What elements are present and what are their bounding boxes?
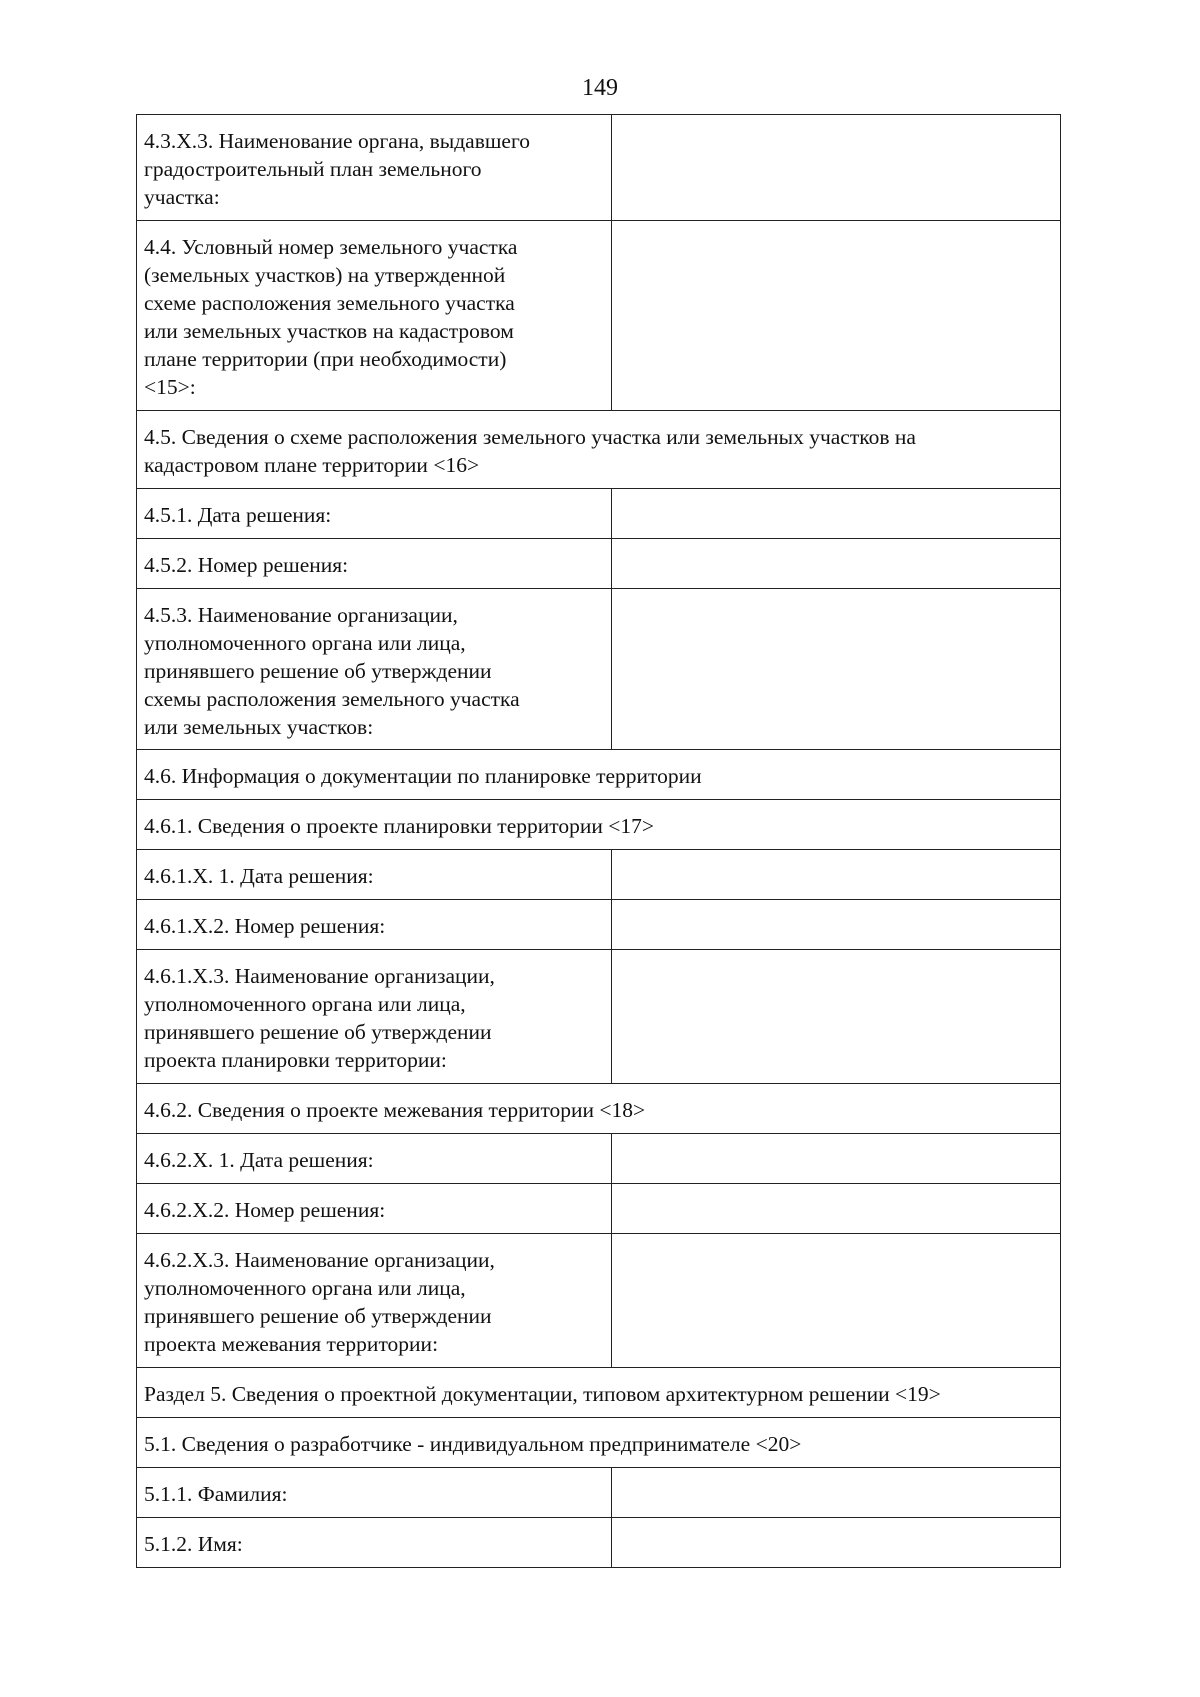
form-row <box>137 950 1061 1084</box>
field-label-cell <box>137 1518 612 1568</box>
field-value-cell[interactable] <box>612 1184 1061 1234</box>
field-label: 5.1.1. Фамилия: <box>144 1482 288 1506</box>
field-label-cell <box>137 1184 612 1234</box>
field-label: 4.5.2. Номер решения: <box>144 553 349 577</box>
section-header-row <box>137 1368 1061 1418</box>
field-value-cell[interactable] <box>612 1134 1061 1184</box>
section-header-text: 4.6.1. Сведения о проекте планировки территории <17> <box>144 814 655 838</box>
field-label: 4.6.1.X. 1. Дата решения: <box>144 864 374 888</box>
section-header-cell <box>137 1084 1061 1134</box>
section-header-row <box>137 1418 1061 1468</box>
section-header-row <box>137 1084 1061 1134</box>
field-label: 4.6.2.X. 1. Дата решения: <box>144 1148 374 1172</box>
field-label-cell <box>137 115 612 221</box>
form-row <box>137 850 1061 900</box>
section-header-row <box>137 800 1061 850</box>
form-table <box>136 114 1061 1568</box>
section-header-text: 4.6.2. Сведения о проекте межевания территории <18> <box>144 1098 646 1122</box>
section-header-row <box>137 750 1061 800</box>
field-label: 4.5.1. Дата решения: <box>144 503 332 527</box>
field-label: 4.6.2.X.2. Номер решения: <box>144 1198 386 1222</box>
field-value-cell[interactable] <box>612 115 1061 221</box>
section-header-text: 4.6. Информация о документации по планировке территории <box>144 764 702 788</box>
form-row <box>137 115 1061 221</box>
field-value-cell[interactable] <box>612 1468 1061 1518</box>
field-label-cell <box>137 850 612 900</box>
field-value-cell[interactable] <box>612 1518 1061 1568</box>
form-row <box>137 221 1061 411</box>
section-header-row <box>137 411 1061 489</box>
field-label-cell <box>137 1134 612 1184</box>
field-value-cell[interactable] <box>612 489 1061 539</box>
field-label: 4.6.1.X.3. Наименование организации, уполномоченного органа или лица, принявшего решение об утверждении проекта планировки территории: <box>144 964 495 1072</box>
form-row <box>137 1518 1061 1568</box>
section-header-cell <box>137 1418 1061 1468</box>
form-row <box>137 1234 1061 1368</box>
section-header-text: Раздел 5. Сведения о проектной документации, типовом архитектурном решении <19> <box>144 1382 941 1406</box>
field-label-cell <box>137 1234 612 1368</box>
field-label-cell <box>137 489 612 539</box>
field-label: 4.4. Условный номер земельного участка (земельных участков) на утвержденной схеме расположения земельного участка или земельных участков на кадастровом плане территории (при необходимости) <15>: <box>144 235 518 399</box>
field-label-cell <box>137 539 612 589</box>
form-row <box>137 539 1061 589</box>
field-label-cell <box>137 1468 612 1518</box>
field-label: 4.6.2.X.3. Наименование организации, уполномоченного органа или лица, принявшего решение об утверждении проекта межевания территории: <box>144 1248 495 1356</box>
form-row <box>137 1134 1061 1184</box>
field-label-cell <box>137 950 612 1084</box>
field-value-cell[interactable] <box>612 539 1061 589</box>
section-header-cell <box>137 750 1061 800</box>
field-value-cell[interactable] <box>612 221 1061 411</box>
field-value-cell[interactable] <box>612 950 1061 1084</box>
section-header-cell <box>137 800 1061 850</box>
section-header-text: 4.5. Сведения о схеме расположения земельного участка или земельных участков на кадастровом плане территории <16> <box>144 425 916 477</box>
form-row <box>137 1184 1061 1234</box>
field-value-cell[interactable] <box>612 850 1061 900</box>
field-label-cell <box>137 900 612 950</box>
form-row <box>137 589 1061 750</box>
form-row <box>137 900 1061 950</box>
field-label: 5.1.2. Имя: <box>144 1532 243 1556</box>
field-label: 4.6.1.X.2. Номер решения: <box>144 914 386 938</box>
section-header-cell <box>137 411 1061 489</box>
page-number: 149 <box>582 75 618 101</box>
field-label: 4.3.X.3. Наименование органа, выдавшего градостроительный план земельного участка: <box>144 129 530 209</box>
form-row <box>137 489 1061 539</box>
field-value-cell[interactable] <box>612 589 1061 750</box>
field-value-cell[interactable] <box>612 900 1061 950</box>
form-table-body <box>137 115 1061 1568</box>
field-label: 4.5.3. Наименование организации, уполномоченного органа или лица, принявшего решение об утверждении схемы расположения земельного участка или земельных участков: <box>144 603 520 739</box>
field-label-cell <box>137 589 612 750</box>
form-row <box>137 1468 1061 1518</box>
field-label-cell <box>137 221 612 411</box>
field-value-cell[interactable] <box>612 1234 1061 1368</box>
section-header-text: 5.1. Сведения о разработчике - индивидуальном предпринимателе <20> <box>144 1432 802 1456</box>
section-header-cell <box>137 1368 1061 1418</box>
